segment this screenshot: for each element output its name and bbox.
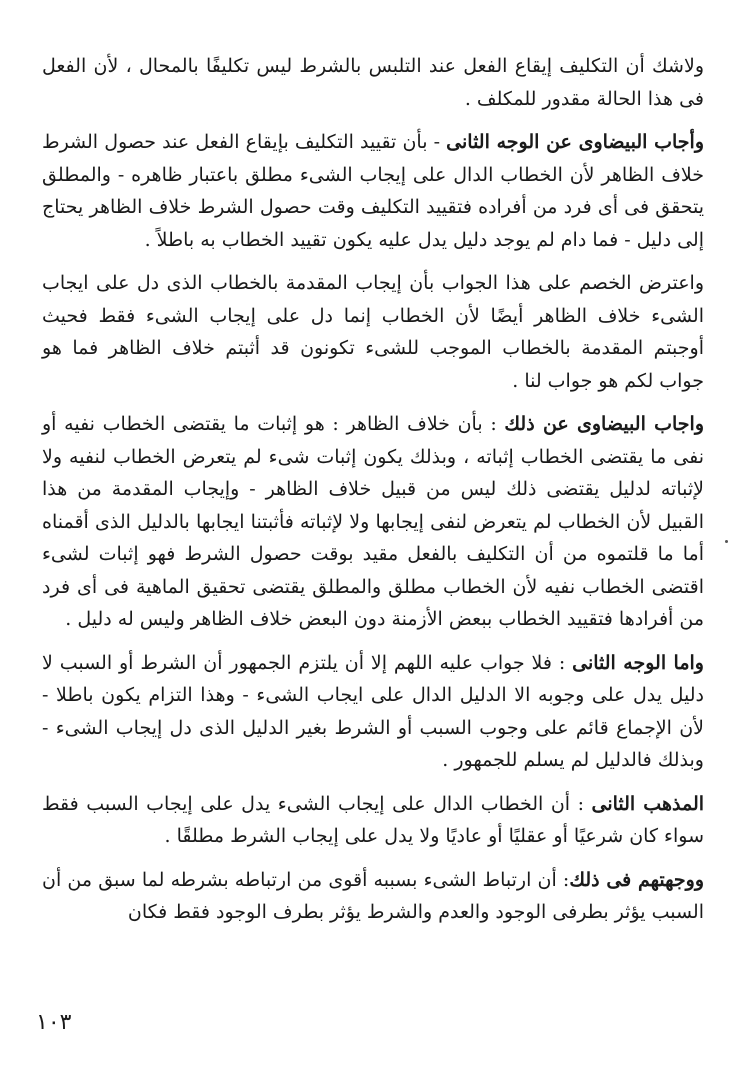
paragraph-3-text: واعترض الخصم على هذا الجواب بأن إيجاب المقدمة بالخطاب الذى دل على ايجاب الشىء خلاف الظاهر أيضًا لأن الخطاب إنما دل على إيجاب الشىء فقط فحيث أوجبتم المقدمة بالخطاب الموجب للشىء تكونون قد أثبتم خلاف الظاهر فما هو جواب لكم هو جواب لنا . bbox=[42, 272, 704, 392]
page-body bbox=[42, 50, 704, 940]
paragraph-2 bbox=[42, 126, 704, 256]
paragraph-2-text: - بأن تقييد التكليف بإيقاع الفعل عند حصول الشرط خلاف الظاهر لأن الخطاب الدال على إيجاب الشىء مطلق باعتبار ظاهره - والمطلق يتحقق فى أى فرد من أفراده فتقييد التكليف وقت حصول الشرط خلاف الظاهر يحتاج إلى دليل - فما دام لم يوجد دليل يدل عليه يكون تقييد الخطاب به باطلاً . bbox=[42, 131, 704, 251]
paragraph-1 bbox=[42, 50, 704, 115]
paragraph-5 bbox=[42, 647, 704, 777]
paragraph-4-lead: واجاب البيضاوى عن ذلك bbox=[504, 413, 704, 435]
paragraph-7-lead: ووجهتهم فى ذلك bbox=[569, 868, 704, 891]
paragraph-5-text: : فلا جواب عليه اللهم إلا أن يلتزم الجمهور أن الشرط أو السبب لا دليل يدل على وجوبه الا الدليل الدال على ايجاب الشىء - وهذا التزام يكون باطلا - لأن الإجماع قائم على وجوب السبب أو الشرط بغير الدليل الذى دل إيجاب الشىء - وبذلك فالدليل لم يسلم للجمهور . bbox=[42, 651, 704, 771]
paragraph-3 bbox=[42, 267, 704, 397]
paragraph-1-text: ولاشك أن التكليف إيقاع الفعل عند التلبس بالشرط ليس تكليفًا بالمحال ، لأن الفعل فى هذا الحالة مقدور للمكلف . bbox=[42, 55, 704, 110]
paragraph-2-lead: وأجاب البيضاوى عن الوجه الثانى bbox=[446, 131, 704, 153]
paragraph-5-lead: واما الوجه الثانى bbox=[572, 651, 704, 674]
paragraph-7 bbox=[42, 864, 704, 929]
paragraph-7-text: : أن ارتباط الشىء بسببه أقوى من ارتباطه بشرطه لما سبق من أن السبب يؤثر بطرفى الوجود والعدم والشرط يؤثر بطرف الوجود فقط فكان bbox=[42, 868, 704, 923]
paragraph-4-text: : بأن خلاف الظاهر : هو إثبات ما يقتضى الخطاب نفيه أو نفى ما يقتضى الخطاب إثباته ، وبذلك يكون إثبات شىء لم يتعرض الخطاب لنفيه ولا لإثباته لدليل يقتضى ذلك ليس من قبيل خلاف الظاهر - وإيجاب المقدمة من هذا القبيل لأن الخطاب لم يتعرض لنفى إيجابها ولا لإثباته فأثبتنا ايجابها بالدليل الذى أقمناه أما ما قلتموه من أن التكليف بالفعل مقيد بوقت حصول الشرط فهو إثبات لشىء اقتضى الخطاب نفيه لأن الخطاب مطلق والمطلق يقتضى تحقيق الماهية فى أى فرد من أفرادها فتقييد الخطاب ببعض الأزمنة دون البعض خلاف الظاهر وليس له دليل . bbox=[42, 413, 704, 630]
paragraph-6-text: : أن الخطاب الدال على إيجاب الشىء يدل على إيجاب السبب فقط سواء كان شرعيًا أو عقليًا أو عاديًا ولا يدل على إيجاب الشرط مطلقًا . bbox=[42, 792, 704, 847]
paragraph-6-lead: المذهب الثانى bbox=[591, 792, 705, 815]
margin-dot bbox=[725, 540, 728, 543]
page-number: ١٠٣ bbox=[36, 1010, 72, 1035]
paragraph-4 bbox=[42, 408, 704, 636]
paragraph-6 bbox=[42, 788, 704, 853]
